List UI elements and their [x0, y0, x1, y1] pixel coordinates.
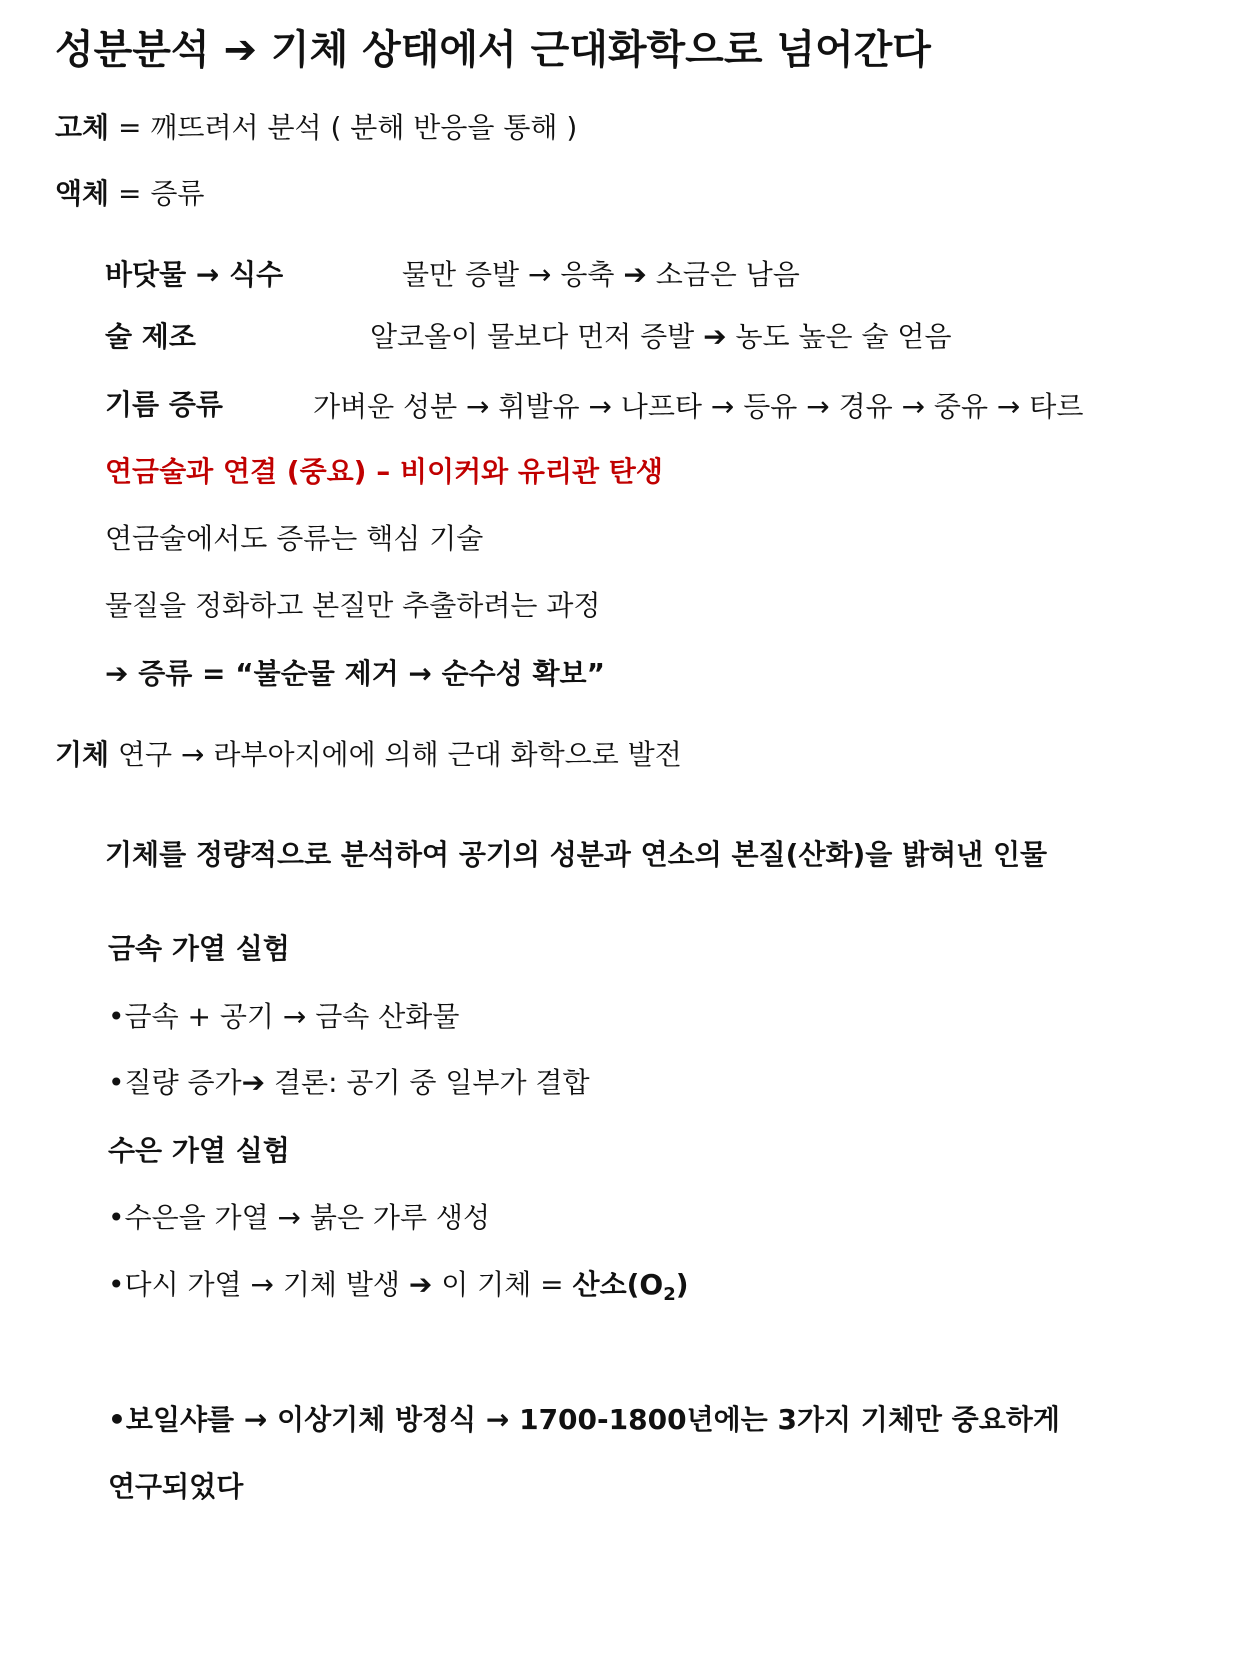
example-desc-liquor: 알코올이 물보다 먼저 증발 ➔ 농도 높은 술 얻음 [370, 320, 952, 353]
mercury-experiment-heading: 수은 가열 실험 [108, 1134, 290, 1167]
alchemy-heading: 연금술과 연결 (중요) – 비이커와 유리관 탄생 [105, 455, 663, 488]
metal-experiment-bullet-2: •질량 증가➔ 결론: 공기 중 일부가 결합 [108, 1066, 590, 1099]
gas-term: 기체 [55, 738, 110, 771]
mercury-experiment-bullet-2 [108, 1268, 689, 1306]
alchemy-conclusion [105, 657, 605, 691]
alchemy-line-2: 물질을 정화하고 본질만 추출하려는 과정 [105, 589, 601, 622]
solid-line [55, 111, 577, 145]
solid-term: 고체 [55, 111, 110, 144]
example-label-oil: 기름 증류 [105, 388, 223, 421]
lavoisier-description: 기체를 정량적으로 분석하여 공기의 성분과 연소의 본질(산화)을 밝혀낸 인물 [105, 838, 1048, 871]
solid-text: = 깨뜨려서 분석 ( 분해 반응을 통해 ) [109, 111, 578, 144]
alchemy-line-1: 연금술에서도 증류는 핵심 기술 [105, 522, 484, 555]
metal-experiment-heading: 금속 가열 실험 [108, 932, 290, 965]
gas-line [55, 738, 682, 772]
gas-text: 연구 → 라부아지에에 의해 근대 화학으로 발전 [109, 738, 682, 771]
example-desc-oil: 가벼운 성분 → 휘발유 → 나프타 → 등유 → 경유 → 중유 → 타르 [313, 390, 1084, 423]
example-label-liquor: 술 제조 [105, 320, 196, 353]
arrow-icon: ➔ [105, 657, 129, 690]
mercury-experiment-bullet-1: •수은을 가열 → 붉은 가루 생성 [108, 1201, 491, 1234]
oxygen-subscript: 2 [663, 1284, 676, 1305]
mercury-bullet-2-text: •다시 가열 → 기체 발생 ➔ 이 기체 = [108, 1268, 573, 1301]
alchemy-conclusion-text: 증류 = “불순물 제거 → 순수성 확보” [128, 657, 606, 690]
example-label-seawater: 바닷물 → 식수 [105, 258, 284, 291]
oxygen-text: 산소(O [572, 1268, 664, 1301]
liquid-line [55, 177, 204, 211]
example-desc-seawater: 물만 증발 → 응축 ➔ 소금은 남음 [402, 258, 800, 291]
oxygen-close: ) [675, 1268, 689, 1301]
liquid-text: = 증류 [109, 177, 205, 210]
page-title: 성분분석 ➔ 기체 상태에서 근대화학으로 넘어간다 [55, 27, 931, 73]
oxygen-label [572, 1268, 689, 1305]
metal-experiment-bullet-1: •금속 + 공기 → 금속 산화물 [108, 1000, 460, 1033]
liquid-term: 액체 [55, 177, 110, 210]
boyle-line-1: •보일샤를 → 이상기체 방정식 → 1700-1800년에는 3가지 기체만 중요하게 [108, 1403, 1060, 1436]
boyle-line-2: 연구되었다 [108, 1470, 244, 1503]
